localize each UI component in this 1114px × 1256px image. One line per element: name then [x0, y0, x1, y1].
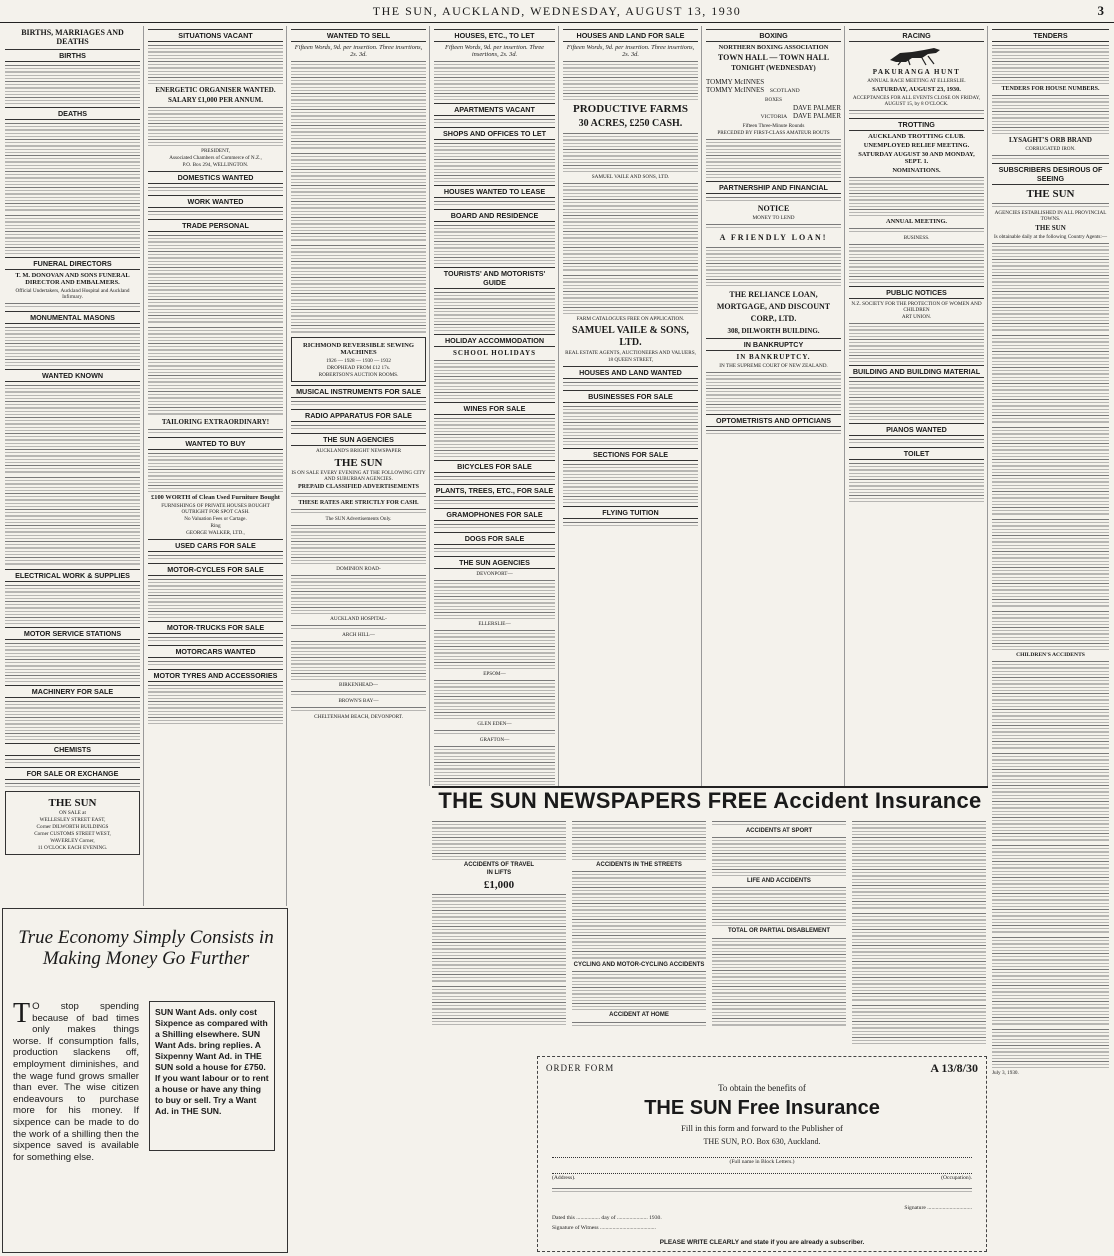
- organiser-heading: ENERGETIC ORGANISER WANTED.: [155, 86, 276, 94]
- tenders-heading: TENDERS: [992, 29, 1109, 42]
- public-notices-heading: PUBLIC NOTICES: [849, 286, 984, 299]
- column-8: TENDERS TENDERS FOR HOUSE NUMBERS. LYSAGHT'S ORB BRAND CORRUGATED IRON. SUBSCRIBERS DESIROUS OF SEEING THE SUN AGENCIES ESTABLISHED IN ALL PROVINCIAL TOWNS. THE SUN Is obtainable daily at the following Country Agents:— CHILDREN'S ACCIDENTS July 3, 1930.: [992, 31, 1108, 1076]
- order-form: ORDER FORM A 13/8/30 To obtain the benefits of THE SUN Free Insurance Fill in this form and forward to the Publisher of THE SUN, P.O. Box 630, Auckland. (Full name in Block Letters.) (Address). (Occupation). Signature ................................ Dated this ................. day of ...................... 1930. Signature of Witness ........................................ PLEASE WRITE CLEARLY and state if you are already a subscriber.: [537, 1056, 987, 1252]
- optometrists-heading: OPTOMETRISTS AND OPTICIANS: [706, 414, 841, 427]
- reliance-ad: THE RELIANCE LOAN, MORTGAGE, AND DISCOUNT CORP., LTD.: [716, 290, 831, 323]
- motor-tyres-heading: MOTOR TYRES AND ACCESSORIES: [148, 669, 283, 682]
- page-number: 3: [1097, 3, 1104, 18]
- column-3: WANTED TO SELL Fifteen Words, 9d. per insertion. Three insertions, 2s. 3d. RICHMOND REVERSIBLE SEWING MACHINES 1926 — 1928 — 1930 — 1932 DROPHEAD FROM £12 17s. ROBERTSON'S AUCTION ROOMS. MUSICAL INSTRUMENTS FOR SALE RADIO APPARATUS FOR SALE THE SUN AGENCIES AUCKLAND'S BRIGHT NEWSPAPER THE SUN IS ON SALE EVERY EVENING AT THE FOLLOWING CITY AND SUBURBAN AGENCIES. PREPAID CLASSIFIED ADVERTISEMENTS THESE RATES ARE STRICTLY FOR CASH. The SUN Advertisements Only. DOMINION ROAD- AUCKLAND HOSPITAL- ARCH HILL— BIRKENHEAD— BROWN'S BAY— CHELTENHAM BEACH, DEVONPORT.: [288, 26, 430, 786]
- funeral-heading: FUNERAL DIRECTORS: [5, 257, 140, 270]
- insurance-col-1: ACCIDENTS OF TRAVEL IN LIFTS £1,000: [432, 818, 566, 1048]
- column-7: RACING PAKURANGA HUNT ANNUAL RACE MEETING AT ELLERSLIE. SATURDAY, AUGUST 23, 1930. ACCEPTANCES FOR ALL EVENTS CLOSE ON FRIDAY, AUGUST 15, by 8 O'CLOCK. TROTTING AUCKLAND TROTTING CLUB. UNEMPLOYED RELIEF MEETING. SATURDAY AUGUST 30 AND MONDAY, SEPT. 1. NOMINATIONS. ANNUAL MEETING. BUSINESS. PUBLIC NOTICES N.Z. SOCIETY FOR THE PROTECTION OF WOMEN AND CHILDREN ART UNION. BUILDING AND BUILDING MATERIAL PIANOS WANTED TOILET: [846, 26, 988, 786]
- wines-heading: WINES FOR SALE: [434, 402, 555, 415]
- horse-icon: [882, 44, 952, 66]
- for-sale-exchange-heading: FOR SALE OR EXCHANGE: [5, 767, 140, 780]
- newspaper-title: THE SUN, AUCKLAND, WEDNESDAY, AUGUST 13, 1930: [372, 4, 742, 18]
- holiday-heading: HOLIDAY ACCOMMODATION: [434, 334, 555, 347]
- building-heading: BUILDING AND BUILDING MATERIAL: [849, 365, 984, 378]
- radio-heading: RADIO APPARATUS FOR SALE: [291, 409, 426, 422]
- salary: SALARY £1,000 PER ANNUM.: [168, 96, 263, 104]
- sun-logo-col8: THE SUN: [1026, 188, 1075, 200]
- machinery-heading: MACHINERY FOR SALE: [5, 685, 140, 698]
- column-5: HOUSES AND LAND FOR SALE Fifteen Words, 9d. per insertion. Three insertions, 2s. 3d. PRODUCTIVE FARMS 30 ACRES, £250 CASH. SAMUEL VAILE AND SONS, LTD. FARM CATALOGUES FREE ON APPLICATION. SAMUEL VAILE & SONS, LTD. REAL ESTATE AGENTS, AUCTIONEERS AND VALUERS, 18 QUEEN STREET, HOUSES AND LAND WANTED BUSINESSES FOR SALE SECTIONS FOR SALE FLYING TUITION: [560, 26, 702, 786]
- acres-price: 30 ACRES, £250 CASH.: [578, 118, 683, 129]
- tourists-heading: TOURISTS' AND MOTORISTS' GUIDE: [434, 267, 555, 289]
- name-field[interactable]: [552, 1157, 972, 1158]
- houses-wanted-lease-heading: HOUSES WANTED TO LEASE: [434, 185, 555, 198]
- richmond-ad: RICHMOND REVERSIBLE SEWING MACHINES 1926 — 1928 — 1930 — 1932 DROPHEAD FROM £12 17s. ROBERTSON'S AUCTION ROOMS.: [291, 337, 426, 382]
- work-wanted-heading: WORK WANTED: [148, 195, 283, 208]
- want-ads-box: SUN Want Ads. only cost Sixpence as compared with a Shilling elsewhere. SUN Want Ads. bring replies. A Sixpenny Want Ad. in THE SUN sold a house for £750. If you want labour or to rent a house or have any thing to buy or sell. Try a Want Ad. in THE SUN.: [149, 1001, 275, 1151]
- toilet-heading: TOILET: [849, 447, 984, 460]
- trade-personal-heading: TRADE PERSONAL: [148, 219, 283, 232]
- agencies-heading: THE SUN AGENCIES: [291, 433, 426, 446]
- insurance-block: [432, 786, 988, 1255]
- trotting-heading: TROTTING: [849, 118, 984, 131]
- domestics-heading: DOMESTICS WANTED: [148, 171, 283, 184]
- boxing-heading: BOXING: [706, 29, 841, 42]
- pianos-heading: PIANOS WANTED: [849, 423, 984, 436]
- businesses-heading: BUSINESSES FOR SALE: [563, 390, 698, 403]
- houses-land-wanted-heading: HOUSES AND LAND WANTED: [563, 366, 698, 379]
- motorcycles-heading: MOTOR-CYCLES FOR SALE: [148, 563, 283, 576]
- used-cars-heading: USED CARS FOR SALE: [148, 539, 283, 552]
- deaths-heading: DEATHS: [5, 107, 140, 120]
- wanted-to-buy-heading: WANTED TO BUY: [148, 437, 283, 450]
- births-heading: BIRTHS: [5, 49, 140, 62]
- bicycles-heading: BICYCLES FOR SALE: [434, 460, 555, 473]
- sun-logo-col3: THE SUN: [334, 457, 383, 469]
- gramophones-heading: GRAMOPHONES FOR SALE: [434, 508, 555, 521]
- address-field[interactable]: [552, 1173, 972, 1174]
- free-insurance-title: THE SUN Free Insurance: [644, 1097, 880, 1119]
- insurance-headline: THE SUN NEWSPAPERS FREE Accident Insurance: [438, 788, 982, 813]
- column-4: HOUSES, ETC., TO LET Fifteen Words, 9d. per insertion. Three insertions, 2s. 3d. APARTMENTS VACANT SHOPS AND OFFICES TO LET HOUSES WANTED TO LEASE BOARD AND RESIDENCE TOURISTS' AND MOTORISTS' GUIDE HOLIDAY ACCOMMODATION SCHOOL HOLIDAYS WINES FOR SALE BICYCLES FOR SALE PLANTS, TREES, ETC., FOR SALE GRAMOPHONES FOR SALE DOGS FOR SALE THE SUN AGENCIES DEVONPORT— ELLERSLIE— EPSOM— GLEN EDEN— GRAFTON—: [431, 26, 559, 786]
- order-number: A 13/8/30: [930, 1061, 978, 1075]
- electrical-heading: ELECTRICAL WORK & SUPPLIES: [5, 569, 140, 582]
- apartments-heading: APARTMENTS VACANT: [434, 103, 555, 116]
- dogs-heading: DOGS FOR SALE: [434, 532, 555, 545]
- masthead: [0, 0, 1114, 23]
- sun-agencies-heading: THE SUN AGENCIES: [434, 556, 555, 569]
- chemists-heading: CHEMISTS: [5, 743, 140, 756]
- column-1: [2, 26, 144, 906]
- subscribers-heading: SUBSCRIBERS DESIROUS OF SEEING: [992, 163, 1109, 185]
- promo-dropcap: T: [13, 998, 31, 1029]
- wanted-to-sell-heading: WANTED TO SELL: [291, 29, 426, 42]
- column-6: BOXING NORTHERN BOXING ASSOCIATION TOWN HALL — TOWN HALL TONIGHT (WEDNESDAY) TOMMY McINNES TOMMY McINNES SCOTLAND BOXES DAVE PALMER VICTORIA DAVE PALMER Fifteen Three-Minute Rounds PRECEDED BY FIRST-CLASS AMATEUR BOUTS PARTNERSHIP AND FINANCIAL NOTICE MONEY TO LEND A FRIENDLY LOAN! THE RELIANCE LOAN, MORTGAGE, AND DISCOUNT CORP., LTD. 308, DILWORTH BUILDING. IN BANKRUPTCY IN BANKRUPTCY. IN THE SUPREME COURT OF NEW ZEALAND. OPTOMETRISTS AND OPTICIANS: [703, 26, 845, 786]
- insurance-col-4: [852, 818, 986, 1048]
- promo-body: T O stop spending because of bad times only makes things worse. If consumption falls, production slackens off, employment diminishes, and the wage fund grows smaller than ever. The wise citizen endeavours to purchase more for his money. If sixpence can be made to do the work of a shilling then the sixpence saved is available for something else.: [13, 998, 139, 1163]
- sun-on-sale-box: THE SUN ON SALE at WELLESLEY STREET EAST, Corner DILWORTH BUILDINGS Corner CUSTOMS STREET WEST, WAVERLEY Corner, 11 O'CLOCK EACH EVENING.: [5, 791, 140, 855]
- economy-promo: [2, 908, 288, 1253]
- wanted-known-heading: WANTED KNOWN: [5, 369, 140, 382]
- flying-heading: FLYING TUITION: [563, 506, 698, 519]
- vaile-logo: SAMUEL VAILE & SONS, LTD.: [572, 325, 689, 348]
- motor-service-heading: MOTOR SERVICE STATIONS: [5, 627, 140, 640]
- order-form-label: ORDER FORM: [546, 1063, 615, 1073]
- motorcars-wanted-heading: MOTORCARS WANTED: [148, 645, 283, 658]
- insurance-col-2: ACCIDENTS IN THE STREETS CYCLING AND MOTOR-CYCLING ACCIDENTS ACCIDENT AT HOME: [572, 818, 706, 1048]
- board-heading: BOARD AND RESIDENCE: [434, 209, 555, 222]
- hundred-pounds-ad: £100 WORTH of Clean Used Furniture Bought: [151, 494, 280, 501]
- monumental-heading: MONUMENTAL MASONS: [5, 311, 140, 324]
- productive-farms: PRODUCTIVE FARMS: [573, 103, 688, 115]
- bankruptcy-heading: IN BANKRUPTCY: [706, 338, 841, 351]
- tailoring-heading: TAILORING EXTRAORDINARY!: [161, 418, 270, 426]
- motor-trucks-heading: MOTOR-TRUCKS FOR SALE: [148, 621, 283, 634]
- shops-heading: SHOPS AND OFFICES TO LET: [434, 127, 555, 140]
- undertakers: Official Undertakers, Auckland Hospital and Auckland Infirmary.: [15, 288, 130, 300]
- friendly-loan: A FRIENDLY LOAN!: [719, 233, 828, 242]
- promo-heading: True Economy Simply Consists in Making Money Go Further: [18, 927, 274, 969]
- racing-heading: RACING: [849, 29, 984, 42]
- houses-to-let-heading: HOUSES, ETC., TO LET: [434, 29, 555, 42]
- donovan-ad: T. M. DONOVAN AND SONS FUNERAL DIRECTOR AND EMBALMERS.: [15, 272, 130, 286]
- sections-heading: SECTIONS FOR SALE: [563, 448, 698, 461]
- musical-heading: MUSICAL INSTRUMENTS FOR SALE: [291, 385, 426, 398]
- houses-land-heading: HOUSES AND LAND FOR SALE: [563, 29, 698, 42]
- plants-heading: PLANTS, TREES, ETC., FOR SALE: [435, 486, 554, 495]
- partnership-heading: PARTNERSHIP AND FINANCIAL: [706, 181, 841, 194]
- sun-logo: THE SUN: [48, 797, 97, 809]
- bmd-heading: BIRTHS, MARRIAGES AND DEATHS: [21, 28, 124, 46]
- column-2: SITUATIONS VACANT ENERGETIC ORGANISER WANTED. SALARY £1,000 PER ANNUM. PRESIDENT, Associated Chambers of Commerce of N.Z., P.O. Box 294, WELLINGTON. DOMESTICS WANTED WORK WANTED TRADE PERSONAL TAILORING EXTRAORDINARY! WANTED TO BUY £100 WORTH of Clean Used Furniture Bought FURNISHINGS OF PRIVATE HOUSES BOUGHT OUTRIGHT FOR SPOT CASH. No Valuation Fees or Cartage. Ring GEORGE WALKER, LTD., USED CARS FOR SALE MOTOR-CYCLES FOR SALE MOTOR-TRUCKS FOR SALE MOTORCARS WANTED MOTOR TYRES AND ACCESSORIES: [145, 26, 287, 906]
- insurance-col-3: ACCIDENTS AT SPORT LIFE AND ACCIDENTS TOTAL OR PARTIAL DISABLEMENT: [712, 818, 846, 1048]
- situations-vacant-heading: SITUATIONS VACANT: [148, 29, 283, 42]
